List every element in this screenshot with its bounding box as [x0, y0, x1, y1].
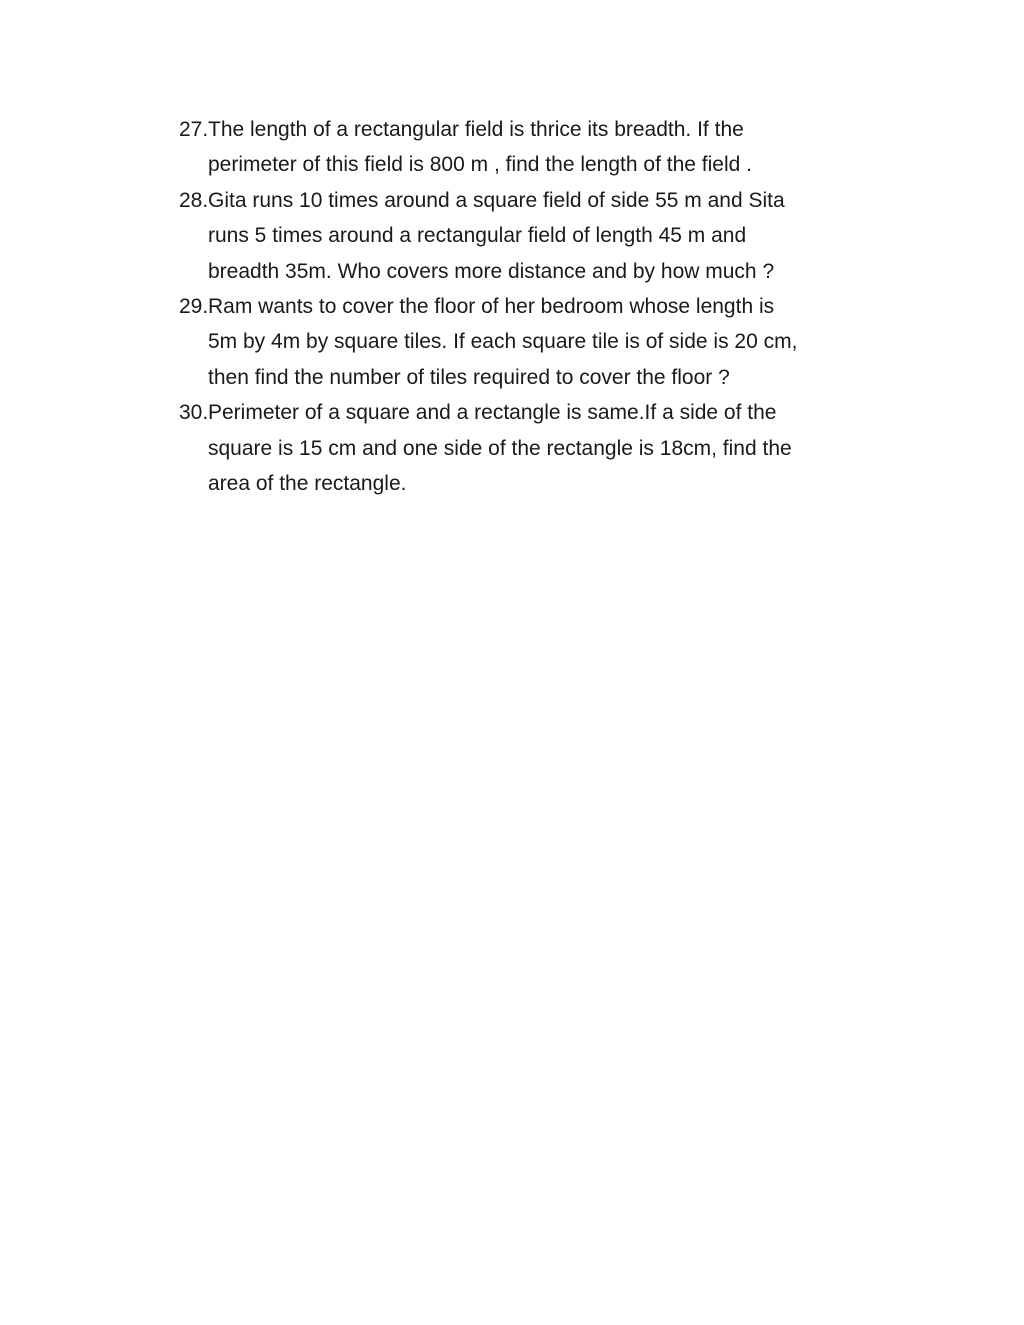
question-text-line: square is 15 cm and one side of the rectangle is 18cm, find the	[208, 436, 792, 460]
question-list	[179, 112, 869, 501]
question-number: 30.	[179, 401, 209, 425]
question-text-line: runs 5 times around a rectangular field of length 45 m and	[208, 224, 747, 248]
question-text-line: Perimeter of a square and a rectangle is same.If a side of the	[208, 401, 777, 425]
question-text-line: then find the number of tiles required to cover the floor ?	[208, 365, 730, 389]
question-29	[179, 289, 869, 395]
question-text-line: The length of a rectangular field is thrice its breadth. If the	[208, 118, 744, 141]
question-text-line: Ram wants to cover the floor of her bedroom whose length is	[208, 295, 775, 319]
question-text-line: breadth 35m. Who covers more distance and by how much ?	[208, 259, 775, 283]
question-text-line: perimeter of this field is 800 m , find the length of the field .	[208, 153, 752, 177]
question-number: 29.	[179, 295, 209, 319]
question-number: 28.	[179, 188, 209, 212]
question-text-line: 5m by 4m by square tiles. If each square tile is of side is 20 cm,	[208, 330, 798, 354]
question-text-line: Gita runs 10 times around a square field of side 55 m and Sita	[208, 188, 785, 212]
question-number: 27.	[179, 118, 209, 141]
question-28	[179, 183, 869, 289]
question-27	[179, 112, 869, 183]
question-text-line: area of the rectangle.	[208, 472, 407, 496]
question-30	[179, 395, 869, 501]
